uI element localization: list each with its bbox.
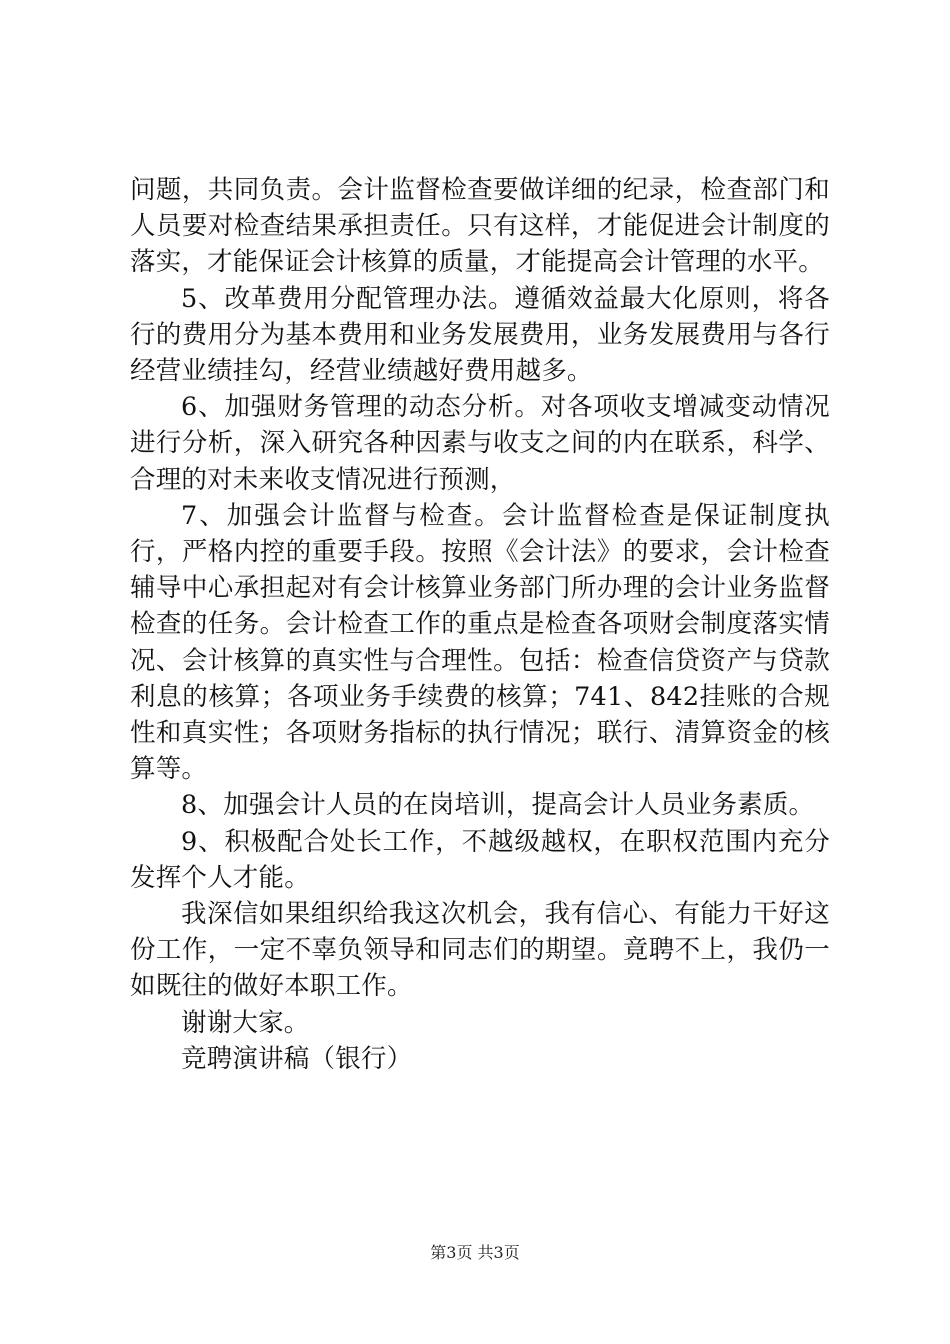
- page-footer: 第3页 共3页: [430, 1243, 520, 1262]
- paragraph-item-5: 5、改革费用分配管理办法。遵循效益最大化原则，将各行的费用分为基本费用和业务发展费用，业务发展费用与各行经营业绩挂勾，经营业绩越好费用越多。: [130, 283, 830, 387]
- paragraph-item-6: 6、加强财务管理的动态分析。对各项收支增减变动情况进行分析，深入研究各种因素与收支之间的内在联系，科学、合理的对未来收支情况进行预测，: [130, 392, 830, 495]
- paragraph-item-7: 7、加强会计监督与检查。会计监督检查是保证制度执行，严格内控的重要手段。按照《会计法》的要求，会计检查辅导中心承担起对有会计核算业务部门所办理的会计业务监督检查的任务。会计检查工作的重点是检查各项财会制度落实情况、会计核算的真实性与合理性。包括：检查信贷资产与贷款利息的核算；各项业务手续费的核算；741、842挂账的合规性和真实性；各项财务指标的执行情况；联行、清算资金的核算等。: [130, 500, 830, 785]
- paragraph-item-8: 8、加强会计人员的在岗培训，提高会计人员业务素质。: [181, 790, 815, 821]
- paragraph-closing-statement: 我深信如果组织给我这次机会，我有信心、有能力干好这份工作，一定不辜负领导和同志们的期望。竟聘不上，我仍一如既往的做好本职工作。: [130, 899, 830, 1002]
- paragraph-item-9: 9、积极配合处长工作，不越级越权，在职权范围内充分发挥个人才能。: [130, 826, 830, 893]
- document-body: [130, 172, 830, 1077]
- paragraph-thanks: 谢谢大家。: [181, 1007, 310, 1038]
- paragraph-continuation: 问题，共同负责。会计监督检查要做详细的纪录，检查部门和人员要对检查结果承担责任。只有这样，才能促进会计制度的落实，才能保证会计核算的质量，才能提高会计管理的水平。: [130, 175, 830, 278]
- paragraph-next-title: 竞聘演讲稿（银行）: [181, 1043, 413, 1074]
